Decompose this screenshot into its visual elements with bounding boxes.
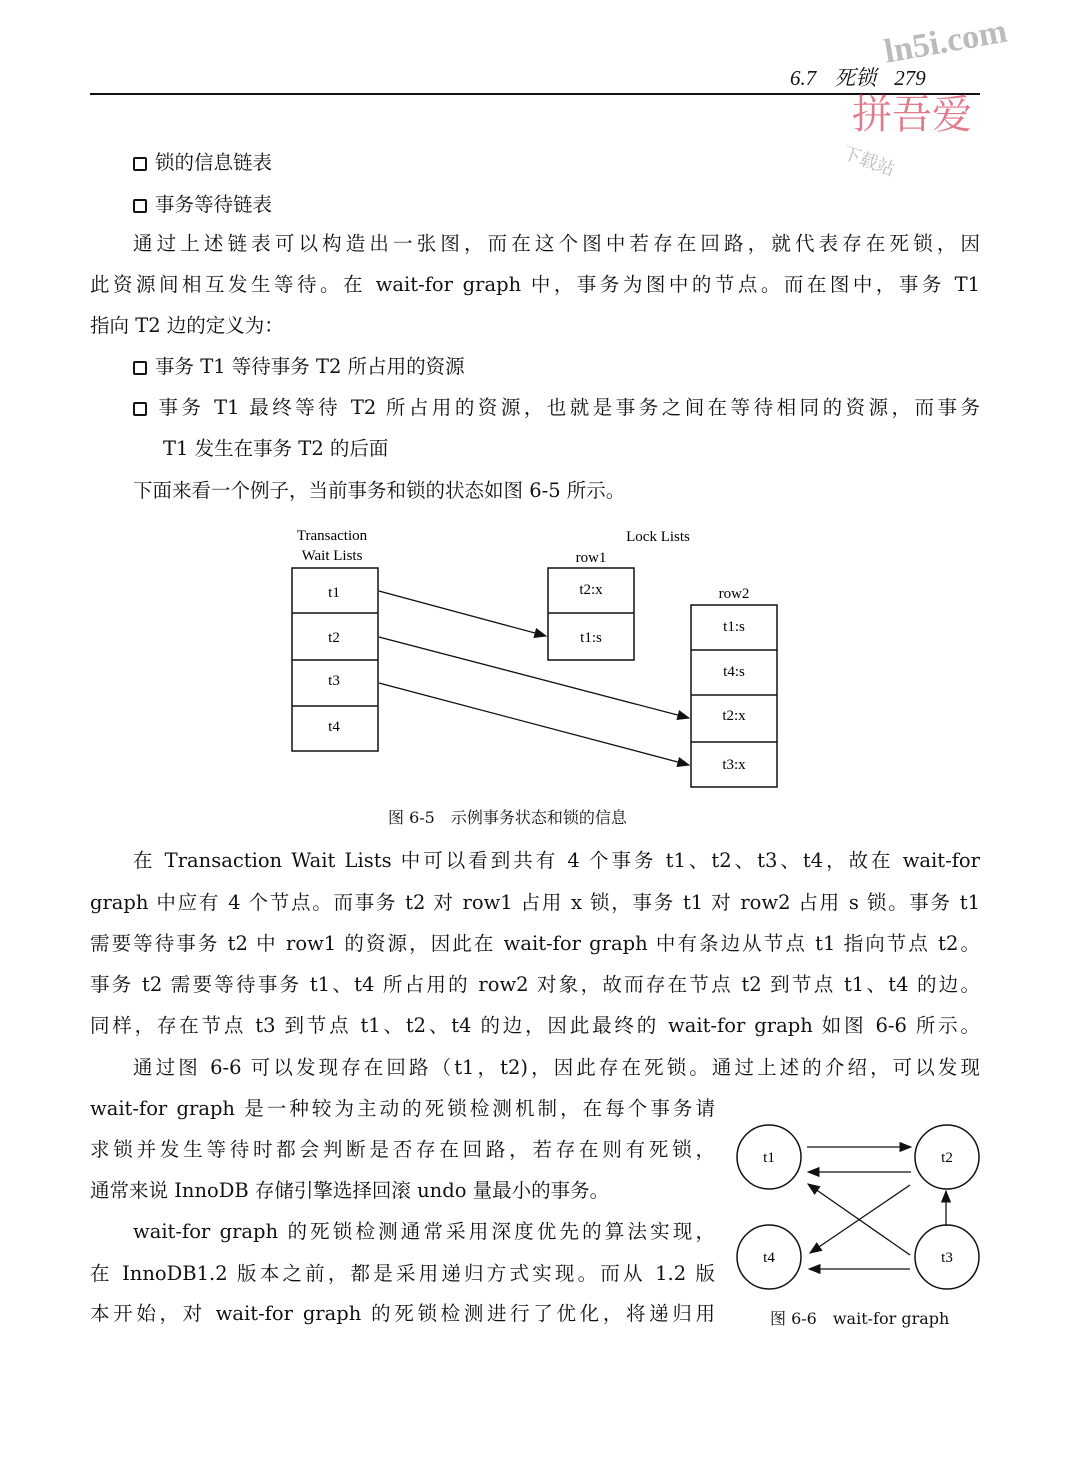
text-line: 需要等待事务 t2 中 row1 的资源，因此在 wait-for graph 中有条边从节点 t1 指向节点 t2。 <box>90 932 980 955</box>
lock-title: Lock Lists <box>626 529 690 545</box>
bullet-item <box>133 190 272 220</box>
text-line: 本开始，对 wait-for graph 的死锁检测进行了优化，将递归用 <box>90 1302 715 1325</box>
text-line: 通过图 6-6 可以发现存在回路（t1，t2)，因此存在死锁。通过上述的介绍，可以发现 <box>133 1056 980 1079</box>
figure-6-5-caption: 图 6-5 示例事务状态和锁的信息 <box>388 808 627 827</box>
row2-cell: t3:x <box>722 757 746 773</box>
text-line: wait-for graph 是一种较为主动的死锁检测机制，在每个事务请 <box>90 1097 715 1120</box>
checkbox-bullet-icon <box>133 402 147 416</box>
svg-text:下载站: 下载站 <box>839 142 898 180</box>
row1-cell: t2:x <box>579 582 603 598</box>
row2-cell: t1:s <box>723 619 745 635</box>
bullet-text: 事务 T1 最终等待 T2 所占用的资源，也就是事务之间在等待相同的资源，而事务 <box>155 396 980 419</box>
figure-6-6 <box>720 1100 1000 1300</box>
bullet-item <box>133 352 465 382</box>
tx-title: Transaction <box>296 528 368 544</box>
node-label: t3 <box>941 1250 953 1266</box>
text-line: 同样，存在节点 t3 到节点 t1、t2、t4 的边，因此最终的 wait-for graph 如图 6-6 所示。 <box>90 1014 980 1037</box>
bullet-text: 事务 T1 等待事务 T2 所占用的资源 <box>155 355 465 378</box>
header-title: 死锁 <box>834 66 877 90</box>
text-line: 通常来说 InnoDB 存储引擎选择回滚 undo 量最小的事务。 <box>90 1179 610 1202</box>
node-label: t2 <box>941 1150 953 1166</box>
text-line: 此资源间相互发生等待。在 wait-for graph 中，事务为图中的节点。而在图中，事务 T1 <box>90 273 980 296</box>
tx-cell: t1 <box>328 585 340 601</box>
text-line: 通过上述链表可以构造出一张图，而在这个图中若存在回路，就代表存在死锁，因 <box>133 232 980 255</box>
svg-text:拼吾爱: 拼吾爱 <box>852 92 972 137</box>
checkbox-bullet-icon <box>133 199 147 213</box>
arrow-t2-row2 <box>379 637 689 718</box>
row1-label: row1 <box>575 550 607 566</box>
checkbox-bullet-icon <box>133 361 147 375</box>
text-line: 在 Transaction Wait Lists 中可以看到共有 4 个事务 t1、t2、t3、t4，故在 wait-for <box>133 849 980 872</box>
node-label: t4 <box>763 1250 775 1266</box>
text-line: wait-for graph 的死锁检测通常采用深度优先的算法实现， <box>133 1220 715 1243</box>
tx-cell: t3 <box>328 673 340 689</box>
bullet-item <box>133 148 272 178</box>
row1-cell: t1:s <box>580 630 602 646</box>
row2-label: row2 <box>718 586 750 602</box>
node-label: t1 <box>763 1150 775 1166</box>
arrow-t3-row2 <box>379 683 689 765</box>
text-line: 求锁并发生等待时都会判断是否存在回路，若存在则有死锁， <box>90 1138 715 1161</box>
text-line: 下面来看一个例子，当前事务和锁的状态如图 6-5 所示。 <box>133 479 626 502</box>
text-line: 在 InnoDB1.2 版本之前，都是采用递归方式实现。而从 1.2 版 <box>90 1262 715 1285</box>
row2-cell: t2:x <box>722 708 746 724</box>
bullet-text: 事务等待链表 <box>155 193 273 216</box>
tx-title: Wait Lists <box>301 548 363 564</box>
watermark-logo <box>830 10 1030 200</box>
figure-6-6-caption: 图 6-6 wait-for graph <box>770 1309 950 1328</box>
bullet-item <box>133 393 980 423</box>
header-section: 6.7 <box>790 66 817 90</box>
bullet-text: 锁的信息链表 <box>155 151 273 174</box>
text-line: T1 发生在事务 T2 的后面 <box>163 437 389 460</box>
text-line: graph 中应有 4 个节点。而事务 t2 对 row1 占用 x 锁，事务 t1 对 row2 占用 s 锁。事务 t1 <box>90 891 980 914</box>
checkbox-bullet-icon <box>133 157 147 171</box>
tx-cell: t4 <box>328 719 340 735</box>
row2-cell: t4:s <box>723 664 745 680</box>
text-line: 指向 T2 边的定义为： <box>90 314 284 337</box>
header-page: 279 <box>894 66 926 90</box>
arrow-t1-row1 <box>379 591 546 636</box>
text-line: 事务 t2 需要等待事务 t1、t4 所占用的 row2 对象，故而存在节点 t2 到节点 t1、t4 的边。 <box>90 973 980 996</box>
svg-text:ln5i.com: ln5i.com <box>881 12 1010 71</box>
figure-6-5 <box>280 520 800 800</box>
tx-cell: t2 <box>328 630 340 646</box>
